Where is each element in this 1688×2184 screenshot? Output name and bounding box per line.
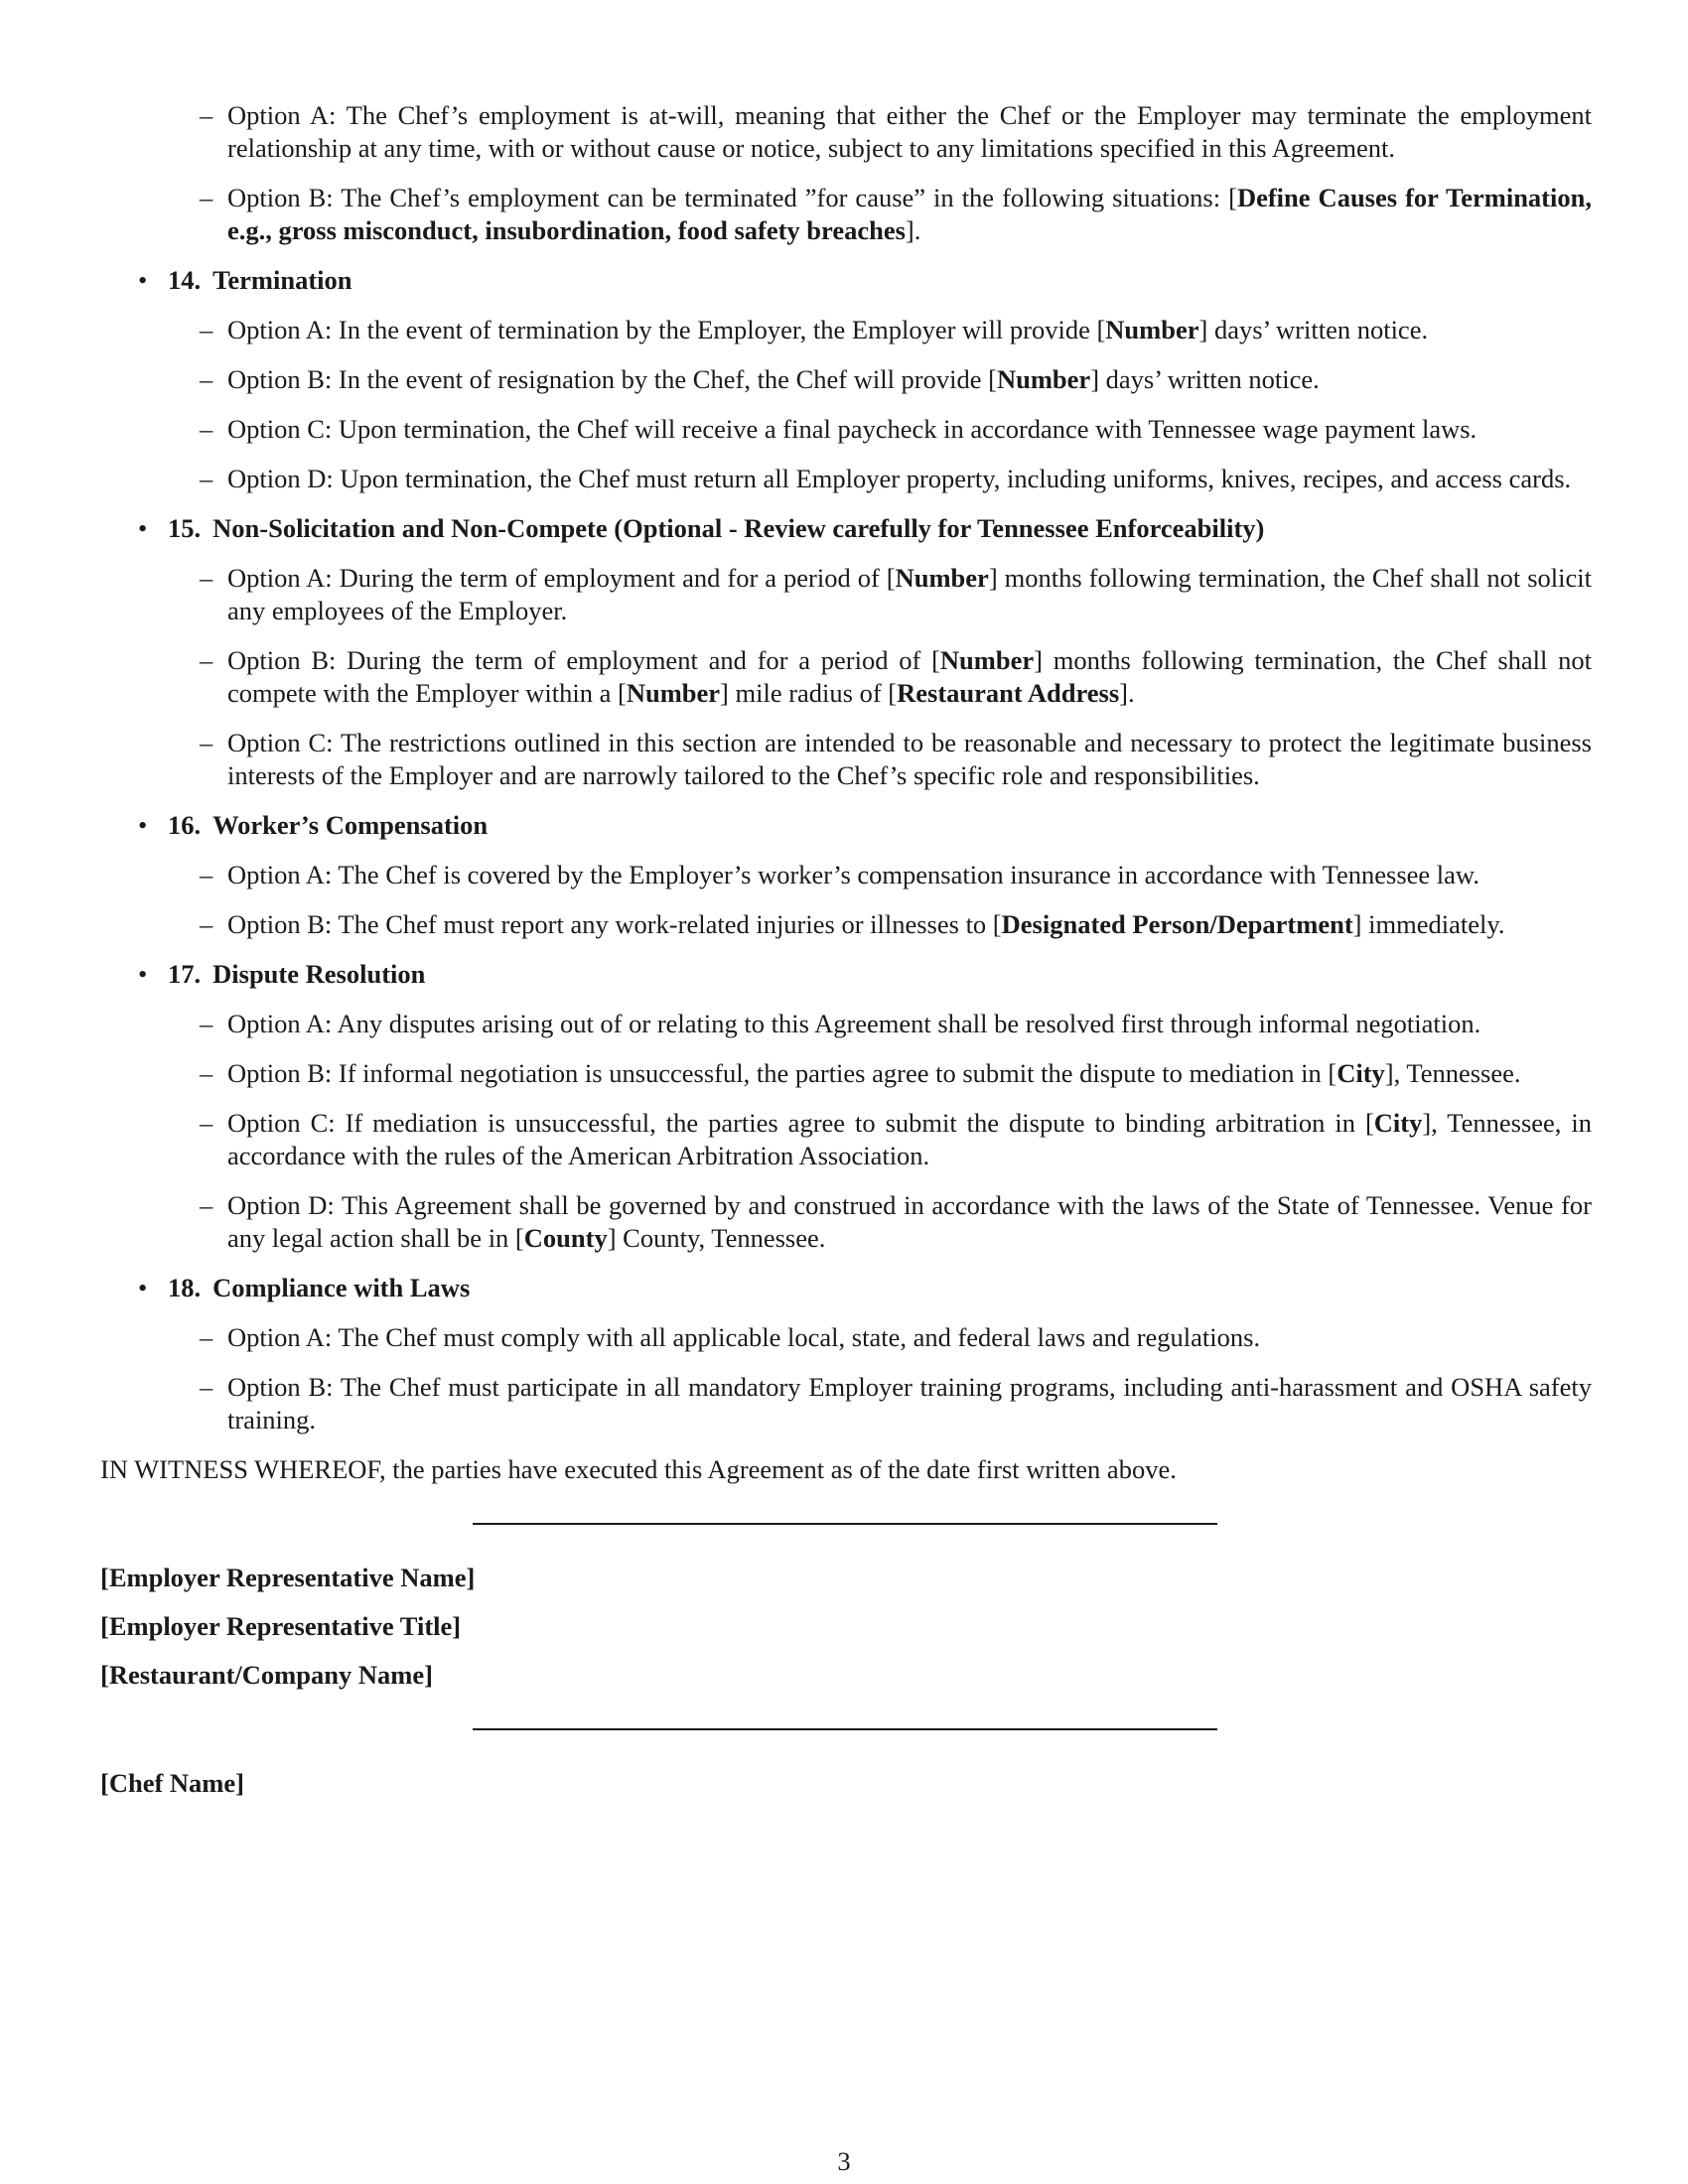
- s18-option-a-text: Option A: The Chef must comply with all applicable local, state, and federal laws and regulations.: [227, 1322, 1261, 1352]
- bullet-marker: •: [138, 265, 148, 295]
- dash-marker: –: [200, 645, 213, 675]
- company-name-text: Restaurant/Company Name: [108, 1660, 425, 1690]
- bracket-open: [: [100, 1563, 109, 1592]
- bracket-open: [: [100, 1768, 109, 1798]
- s16-option-a: [200, 859, 1592, 891]
- s17-option-b: [200, 1057, 1592, 1090]
- s15-option-c-text: Option C: The restrictions outlined in this section are intended to be reasonable and necessary to protect the legitimate business interests of the Employer and are narrowly tailored to the Chef’s specific role and responsibilities.: [227, 728, 1592, 790]
- placeholder-number: Number: [626, 678, 721, 708]
- s14-option-b: [200, 363, 1592, 396]
- bracket-close: ]: [466, 1563, 476, 1592]
- bullet-marker: •: [138, 513, 148, 543]
- s14-option-d: [200, 463, 1592, 495]
- employer-rep-title: [100, 1610, 1592, 1643]
- dash-marker: –: [200, 1322, 213, 1352]
- section-14-heading: [138, 264, 1592, 297]
- document-page: [100, 99, 1592, 1800]
- employer-signature-line[interactable]: [473, 1523, 1217, 1525]
- section-number: 14.: [168, 265, 202, 295]
- s15-option-a-tail: ] months following termination, the Chef shall not solicit any employees of the Employer.: [227, 563, 1592, 625]
- employer-rep-name-text: Employer Representative Name: [108, 1563, 467, 1592]
- bracket-close: ]: [424, 1660, 433, 1690]
- section-17-heading: [138, 958, 1592, 991]
- placeholder-causes: Define Causes for Termination, e.g., gross misconduct, insubordination, food safety breaches: [227, 183, 1592, 245]
- s18-option-a: [200, 1321, 1592, 1354]
- section-number: 15.: [168, 513, 202, 543]
- section-number: 16.: [168, 810, 202, 840]
- chef-signature-line[interactable]: [473, 1728, 1217, 1730]
- s17-option-c: [200, 1107, 1592, 1172]
- dash-marker: –: [200, 1190, 213, 1220]
- dash-marker: –: [200, 1372, 213, 1402]
- bracket-close: ].: [905, 215, 921, 245]
- s18-option-b: [200, 1371, 1592, 1436]
- dash-marker: –: [200, 1108, 213, 1138]
- bullet-marker: •: [138, 810, 148, 840]
- s17-option-a: [200, 1008, 1592, 1040]
- bracket-open: [: [100, 1660, 109, 1690]
- placeholder-restaurant-address: Restaurant Address: [897, 678, 1120, 708]
- section-15-heading: [138, 512, 1592, 545]
- s15-option-b: [200, 644, 1592, 710]
- section-title: Termination: [212, 265, 352, 295]
- section-title: Dispute Resolution: [212, 959, 426, 989]
- section-number: 17.: [168, 959, 202, 989]
- chef-name: [100, 1767, 1592, 1800]
- placeholder-number: Number: [996, 364, 1091, 394]
- s15-option-b-mid2: ] mile radius of [: [720, 678, 898, 708]
- s16-option-a-text: Option A: The Chef is covered by the Employer’s worker’s compensation insurance in accordance with Tennessee law.: [227, 860, 1479, 889]
- dash-marker: –: [200, 1058, 213, 1088]
- dash-marker: –: [200, 909, 213, 939]
- s18-option-b-text: Option B: The Chef must participate in all mandatory Employer training programs, including anti-harassment and OSHA safety training.: [227, 1372, 1592, 1434]
- bracket-close: ]: [235, 1768, 244, 1798]
- s13-option-a: [200, 99, 1592, 165]
- placeholder-designated-person: Designated Person/Department: [1001, 909, 1353, 939]
- dash-marker: –: [200, 860, 213, 889]
- s13-option-a-text: Option A: The Chef’s employment is at-will, meaning that either the Chef or the Employer may terminate the employment relationship at any time, with or without cause or notice, subject to any limitations specified in this Agreement.: [227, 100, 1592, 163]
- placeholder-number: Number: [939, 645, 1035, 675]
- s14-option-a-text: Option A: In the event of termination by the Employer, the Employer will provide [: [227, 315, 1106, 344]
- s14-option-a: [200, 314, 1592, 346]
- s15-option-b-mid: ] months following termination, the Chef shall not compete with the Employer within a [: [227, 645, 1592, 708]
- dash-marker: –: [200, 315, 213, 344]
- section-number: 18.: [168, 1273, 202, 1302]
- s14-option-b-tail: ] days’ written notice.: [1090, 364, 1320, 394]
- dash-marker: –: [200, 1009, 213, 1038]
- s13-option-b: [200, 182, 1592, 247]
- s15-option-b-text: Option B: During the term of employment and for a period of [: [227, 645, 940, 675]
- section-title: Compliance with Laws: [212, 1273, 471, 1302]
- page-number: 3: [837, 2146, 851, 2176]
- dash-marker: –: [200, 183, 213, 212]
- s16-option-b-text: Option B: The Chef must report any work-related injuries or illnesses to [: [227, 909, 1002, 939]
- company-name: [100, 1659, 1592, 1692]
- placeholder-number: Number: [895, 563, 989, 593]
- s13-option-b-text: Option B: The Chef’s employment can be terminated ”for cause” in the following situations: [: [227, 183, 1237, 212]
- placeholder-city: City: [1373, 1108, 1423, 1138]
- chef-name-text: Chef Name: [108, 1768, 236, 1798]
- dash-marker: –: [200, 464, 213, 493]
- s14-option-d-text: Option D: Upon termination, the Chef must return all Employer property, including uniforms, knives, recipes, and access cards.: [227, 464, 1572, 493]
- bullet-marker: •: [138, 959, 148, 989]
- bullet-marker: •: [138, 1273, 148, 1302]
- s17-option-c-tail: ], Tennessee, in accordance with the rules of the American Arbitration Association.: [227, 1108, 1592, 1170]
- s17-option-b-text: Option B: If informal negotiation is unsuccessful, the parties agree to submit the dispute to mediation in [: [227, 1058, 1337, 1088]
- employer-rep-name: [100, 1562, 1592, 1594]
- s17-option-b-tail: ], Tennessee.: [1384, 1058, 1521, 1088]
- signature-block: [100, 1523, 1592, 1800]
- dash-marker: –: [200, 364, 213, 394]
- bracket-close: ].: [1119, 678, 1135, 708]
- bracket-close: ]: [452, 1611, 462, 1641]
- dash-marker: –: [200, 414, 213, 444]
- dash-marker: –: [200, 728, 213, 757]
- s17-option-c-text: Option C: If mediation is unsuccessful, the parties agree to submit the dispute to binding arbitration in [: [227, 1108, 1374, 1138]
- s16-option-b: [200, 908, 1592, 941]
- section-16-heading: [138, 809, 1592, 842]
- s15-option-a: [200, 562, 1592, 627]
- section-title: Worker’s Compensation: [212, 810, 489, 840]
- s15-option-a-text: Option A: During the term of employment and for a period of [: [227, 563, 896, 593]
- placeholder-city: City: [1336, 1058, 1385, 1088]
- placeholder-county: County: [523, 1223, 608, 1253]
- s17-option-d: [200, 1189, 1592, 1255]
- s14-option-b-text: Option B: In the event of resignation by the Chef, the Chef will provide [: [227, 364, 997, 394]
- s16-option-b-tail: ] immediately.: [1352, 909, 1505, 939]
- s14-option-c: [200, 413, 1592, 446]
- section-title: Non-Solicitation and Non-Compete (Optional - Review carefully for Tennessee Enforceability): [212, 513, 1265, 543]
- s15-option-c: [200, 727, 1592, 792]
- bracket-open: [: [100, 1611, 109, 1641]
- dash-marker: –: [200, 563, 213, 593]
- s14-option-a-tail: ] days’ written notice.: [1198, 315, 1429, 344]
- section-18-heading: [138, 1272, 1592, 1304]
- witness-clause: IN WITNESS WHEREOF, the parties have executed this Agreement as of the date first written above.: [100, 1454, 1177, 1484]
- placeholder-number: Number: [1105, 315, 1199, 344]
- s17-option-d-tail: ] County, Tennessee.: [607, 1223, 826, 1253]
- s17-option-a-text: Option A: Any disputes arising out of or relating to this Agreement shall be resolved first through informal negotiation.: [227, 1009, 1481, 1038]
- dash-marker: –: [200, 100, 213, 130]
- s17-option-d-text: Option D: This Agreement shall be governed by and construed in accordance with the laws of the State of Tennessee. Venue for any legal action shall be in [: [227, 1190, 1592, 1253]
- s14-option-c-text: Option C: Upon termination, the Chef will receive a final paycheck in accordance with Tennessee wage payment laws.: [227, 414, 1477, 444]
- employer-rep-title-text: Employer Representative Title: [108, 1611, 453, 1641]
